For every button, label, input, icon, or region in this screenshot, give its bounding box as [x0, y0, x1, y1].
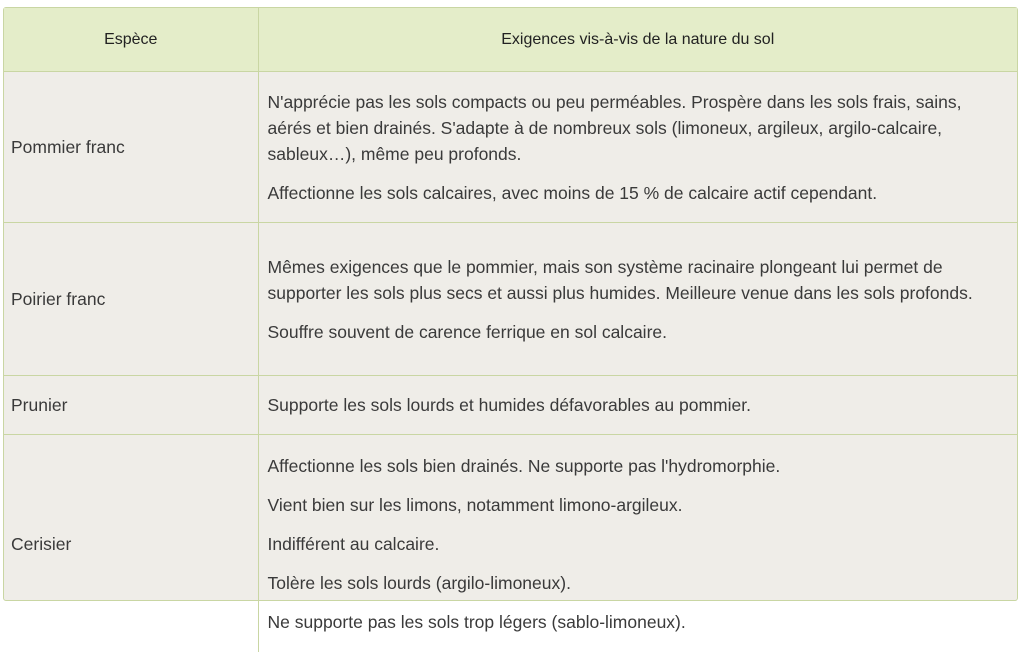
table-row-cerisier: [4, 435, 1017, 652]
species-cell: Cerisier: [4, 435, 258, 652]
requirement-paragraph: Vient bien sur les limons, notamment limono-argileux.: [268, 492, 1008, 518]
requirements-cell: [258, 72, 1017, 223]
species-cell: Prunier: [4, 376, 258, 435]
species-cell: Pommier franc: [4, 72, 258, 223]
requirements-cell: [258, 376, 1017, 435]
table-row-poirier: [4, 223, 1017, 376]
requirements-cell: [258, 223, 1017, 376]
species-cell: Poirier franc: [4, 223, 258, 376]
requirement-paragraph: Mêmes exigences que le pommier, mais son système racinaire plongeant lui permet de supporter les sols plus secs et aussi plus humides. Meilleure venue dans les sols profonds.: [268, 254, 1008, 306]
requirement-paragraph: Affectionne les sols bien drainés. Ne supporte pas l'hydromorphie.: [268, 453, 1008, 479]
requirements-cell: [258, 435, 1017, 652]
requirement-paragraph: Ne supporte pas les sols trop légers (sablo-limoneux).: [268, 609, 1008, 635]
soil-requirements-table-container: [3, 7, 1018, 601]
table-header-row: [4, 8, 1017, 72]
requirement-paragraph: N'apprécie pas les sols compacts ou peu perméables. Prospère dans les sols frais, sains, aérés et bien drainés. S'adapte à de nombreux sols (limoneux, argileux, argilo-calcaire, sableux…), même peu profonds.: [268, 89, 1008, 167]
requirement-paragraph: Supporte les sols lourds et humides défavorables au pommier.: [268, 392, 1008, 418]
requirement-paragraph: Indifférent au calcaire.: [268, 531, 1008, 557]
requirement-paragraph: Tolère les sols lourds (argilo-limoneux).: [268, 570, 1008, 596]
header-requirements: Exigences vis-à-vis de la nature du sol: [258, 8, 1017, 72]
table-row-pommier: [4, 72, 1017, 223]
soil-requirements-table: [4, 8, 1017, 652]
header-species: Espèce: [4, 8, 258, 72]
requirement-paragraph: Souffre souvent de carence ferrique en sol calcaire.: [268, 319, 1008, 345]
table-row-prunier: [4, 376, 1017, 435]
requirement-paragraph: Affectionne les sols calcaires, avec moins de 15 % de calcaire actif cependant.: [268, 180, 1008, 206]
